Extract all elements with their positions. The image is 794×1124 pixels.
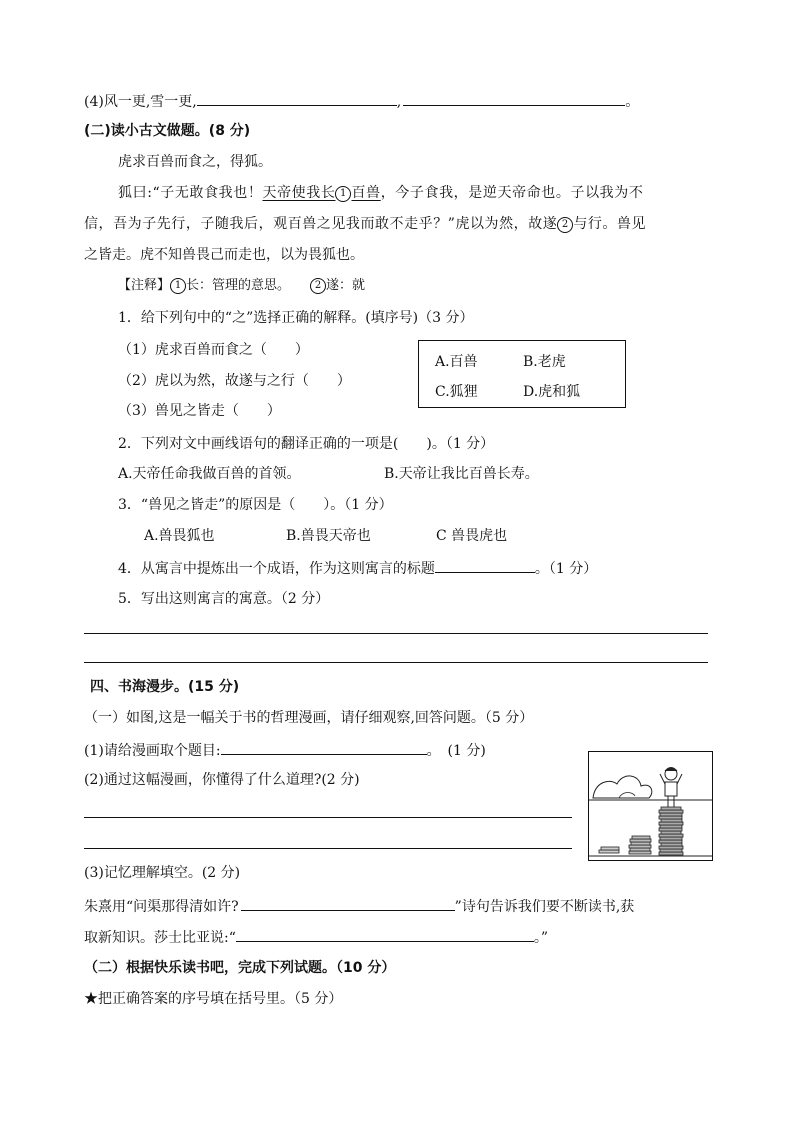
question-2: 2．下列对文中画线语句的翻译正确的一项是( )。（1 分）	[118, 436, 495, 452]
notes: 【注释】 1 长：管理的意思。 2 遂：就	[118, 278, 366, 293]
option: D.虎和狐	[523, 384, 581, 400]
star-instruction: ★把正确答案的序号填在括号里。（5 分）	[84, 991, 343, 1007]
poem-fill-line-1: 朱熹用“问渠那得清如许? ”诗句告诉我们要不断读书,获	[84, 896, 634, 916]
part1-title: （一）如图,这是一幅关于书的哲理漫画，请仔细观察,回答问题。（5 分）	[84, 710, 534, 726]
answer-line[interactable]	[84, 633, 708, 634]
passage-line-2: 狐曰:“子无敢食我也！天帝使我长 1 百兽，今子食我，是逆天帝命也。子以我为不	[118, 185, 644, 201]
answer-blank[interactable]	[197, 91, 397, 106]
answer-blank[interactable]	[403, 91, 625, 106]
underlined-sentence: 天帝使我长 1 百兽	[262, 185, 381, 201]
q2-option-a: A.天帝任命我做百兽的首领。	[118, 466, 301, 482]
answer-blank[interactable]	[435, 558, 535, 573]
question-5: 5．写出这则寓言的寓意。（2 分）	[118, 591, 330, 607]
passage-line-4: 之皆走。虎不知兽畏己而走也，以为畏狐也。	[84, 247, 364, 263]
s4-question-1: (1)请给漫画取个题目: 。 (1 分)	[84, 740, 486, 760]
answer-line[interactable]	[84, 848, 572, 849]
passage-line-3: 信，吾为子先行，子随我后，观百兽之见我而敢不走乎？”虎以为然，故遂 2 与行。兽见	[84, 216, 647, 232]
q3-option-a: A.兽畏狐也	[144, 528, 215, 544]
section-4-title: 四、书海漫步。(15 分)	[90, 679, 240, 695]
question-3: 3．“兽见之皆走”的原因是（ ）。（1 分）	[118, 497, 393, 513]
q1-item: （2）虎以为然，故遂与之行（ ）	[118, 373, 351, 389]
q1-item: （3）兽见之皆走（ ）	[118, 403, 281, 419]
answer-blank[interactable]	[236, 927, 534, 942]
reading-title: (二)读小古文做题。(8 分)	[84, 123, 251, 139]
s4-question-3: (3)记忆理解填空。(2 分)	[84, 865, 241, 881]
s4-question-2: (2)通过这幅漫画，你懂得了什么道理?(2 分)	[84, 772, 360, 788]
part2-title: （二）根据快乐读书吧，完成下列试题。（10 分）	[84, 960, 396, 976]
q3-option-c: C 兽畏虎也	[436, 528, 508, 544]
answer-line[interactable]	[84, 817, 572, 818]
top-q4: (4)风一更,雪一更, , 。	[84, 91, 639, 111]
passage-line-1: 虎求百兽而食之，得狐。	[118, 154, 272, 170]
q1-item: （1）虎求百兽而食之（ ）	[118, 342, 309, 358]
option: A.百兽	[435, 354, 478, 370]
answer-blank[interactable]	[241, 896, 455, 911]
book-stack-illustration	[589, 752, 712, 860]
book-cartoon-image	[588, 751, 713, 861]
q2-option-b: B.天帝让我比百兽长寿。	[384, 466, 539, 482]
option: C.狐狸	[435, 384, 478, 400]
options-box	[418, 340, 626, 408]
question-4: 4．从寓言中提炼出一个成语，作为这则寓言的标题 。（1 分）	[118, 558, 597, 578]
answer-blank[interactable]	[221, 740, 427, 755]
question-1: 1．给下列句中的“之”选择正确的解释。(填序号)（3 分）	[118, 310, 474, 326]
q3-option-b: B.兽畏天帝也	[286, 528, 371, 544]
answer-line[interactable]	[84, 662, 708, 663]
poem-fill-line-2: 取新知识。莎士比亚说:“ 。”	[84, 927, 548, 947]
option: B.老虎	[523, 354, 566, 370]
